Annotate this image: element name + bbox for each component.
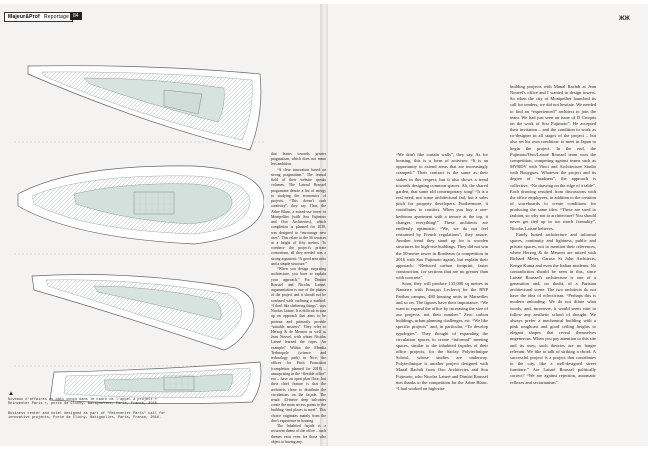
paragraph: that learns towards greater pragmatism, which does not mean less ambition. (271, 152, 326, 167)
floor-plan-level-3 (14, 275, 264, 367)
paragraph: “A clear innovation based on strong pragmatism.” The textual field of their website speaks volumes. The Lateral Roussel programme denote a fist of energy to studying the economics of projects. “This doesn't curb creativity”, they say. Thus, the Arbre Blanc, a mixed-use tower in Montpellier (with Sou Fujimoto and Oxo Architectes), which completion is planned for 2018, was designed to “encourage new uses”. This relate to the 56 terraces at a height of fifty metres. To convince the project's private consortium, all they needed was a strong argument: “A good area ratio and a simple structure.” (271, 167, 326, 266)
section-header-tab (4, 12, 73, 22)
figure-caption-english: Business center and hotel designed as part of “Reinventer Paris” call for innovative projects, Porte de Clichy, Batignolles, Paris, France, 2016. (8, 412, 166, 421)
floor-plan-level-2 (14, 166, 264, 254)
article-column-1 (271, 152, 326, 445)
paragraph: building projects with Manal Rachdi at Jean Nouvel's office and I wanted to design towers. So when the city of Montpellier launched its call for tenders, we did not hesitate. We needed to find an “experienced” architect to join the team. We had just seen an issue of D Croquis on the work of Sou Fujimoto”. He accepted their invitation – and the condition to work as co-designer in all stages of the project – but also set his own condition: to meet in Japan to begin the project. In the end, the Fujimoto/Oxo/Laisné Roussel team won the competition, competing against teams such as MVRDV with Vinci and Architecture Studio with Bouygues. Whatever the project and its degree of “madness”, the approach is collective. “No drawing on the edge of a table”. Each drawing resulted from discussions with the office employees, in addition to the creation of scoreboards to create conditions for producing the same idea. “These are used to fashion, so why not to architecture? You should never get tied up in too much formality”, Nicolas Laisné believes. (510, 84, 596, 231)
paragraph: The Inhabited façade is a recurrent theme of the office – such themes exist even for those who object to having any. (271, 424, 326, 444)
paragraph: “We don't like curtain walls”, they say. As for housing, this is a form of activism: “It is an opportunity to extend areas that are increasingly cramped.” Their contract is the same as their stakes in this respect, but it also shows a trend towards designing common spaces. Ah, the shared garden, that same old contemporary song! “It is a real need, not some architectural fad, but a sales pitch for property developers. Furthermore, it contributes to comfort. When you buy a one-bedroom apartment with a terrace at the top, it changes everything!” These architects are endlessly optimistic. “We, we do not feel restrained by French regulations”, they assure. Another trend they stand up for is wooden structures for high-rise buildings. They did not win the 50-metre tower in Bordeaux (a competition in 2016 with Sou Fujimoto again), but explain their approach: “Reduced carbon footprint, faster construction, for sections that are no greater than with concrete”. (396, 152, 488, 281)
page-number: 84 (70, 12, 82, 20)
paragraph: Finely honed architecture and informal spaces, continuity and lightness, public and private spaces, not to mention their references, where Herzog & de Meuron are mixed with Richard Meier, Caruso St John Architects, Kengo Kuma and even the Italian moderns. No contradiction should be seen in this, since Laisné Roussel's architecture is one of a generation and, no doubt, of a Parisian architectural scene. The two architects do not have the idea of eclecticism. “Perhaps this is modern unloading. We do not dilute what words, and, moreover, it would seem vain to follow any aesthetic school of thought. We always prefer a mechanical building with a pink roughcast and good ceiling heights to elegant shapes that reveal themselves ungenerous. When you pay attention to this site and its uses, such theories are no longer relevant. We like to talk of striking a chord. A successful project is a project that contributes to the city, like a well-designed street furniture.” Are Laisné Roussel politically correct? “We are against rejection, automatic reflexes and sectarianism”. (510, 231, 596, 385)
paragraph: “When you design surprising architecture, you have to explain your approach.” For Dimitri Roussel and Nicolas Laisné, argumentation is one of the phases of the project and it should not be confused with outlining a method. “I don't like sheltering things”, says Nicolas Laisné. It is difficult to sum up an approach that aims to be protean and primarily provide “suitable answers”. They refer to Herzog & de Meuron as well as Jean Nouvel, with whom Nicolas Laisné learned the ropes. An example? Within the Mendia Technopole (science and technology park) in Nice, the offices for Pitch Promotion (completion planned for 2018) – unsurprising in the “flexible office” era – have an open plan floor, but their chief feature is that the architects chose to distribute the circulations on the façade. The result: 43-metre deep balconies create the main access points to the building “and places to meet”. This choice originates mainly from the duo's experience in housing. (271, 267, 326, 423)
caption-arrow-icon: ▲ (8, 391, 14, 397)
section-label: Majeur&Prof (8, 14, 40, 20)
floor-plan-level-1 (14, 66, 264, 150)
magazine-logo: ЖЖ (619, 16, 630, 22)
article-column-2 (396, 152, 488, 392)
floor-plans-drawing (14, 54, 264, 446)
figure-caption-french: Niveaux d'affaires en bâti conçu dans le cadre de l'appel à projets « Réinventer Paris », porte de Clichy, Batignolles, Paris, France, 2016. (8, 398, 159, 407)
right-page (328, 4, 648, 446)
article-column-3 (510, 84, 596, 386)
floor-plans-figure (14, 54, 264, 446)
paragraph: Soon, they will produce 135,000 sq metres in Nanterre with François Leclercq for the BNP Paribas campus, 480 housing units in Marseilles and so on. The figures have their importance. “We want to expand the office by increasing the size of our projects, not their number.” Zero carbon buildings, urban planning challenges, etc. “We like specific projects” and, in particular, “To develop typologies”. They thought of expanding the circulation spaces to create “informal” meeting spaces, similar to the inhabited façades of their office projects, for the Saclay Polytechnique School, whose studies are underway. Polytechnique is another project designed with Manal Rachdi from Oxo Architectes and Sou Fujimoto, who Nicolas Laisné and Dimitri Roussel met thanks to the competition for the Arbre Blanc. “I had worked on high-rise (396, 281, 488, 391)
subsection-label: Reportage (43, 14, 70, 20)
